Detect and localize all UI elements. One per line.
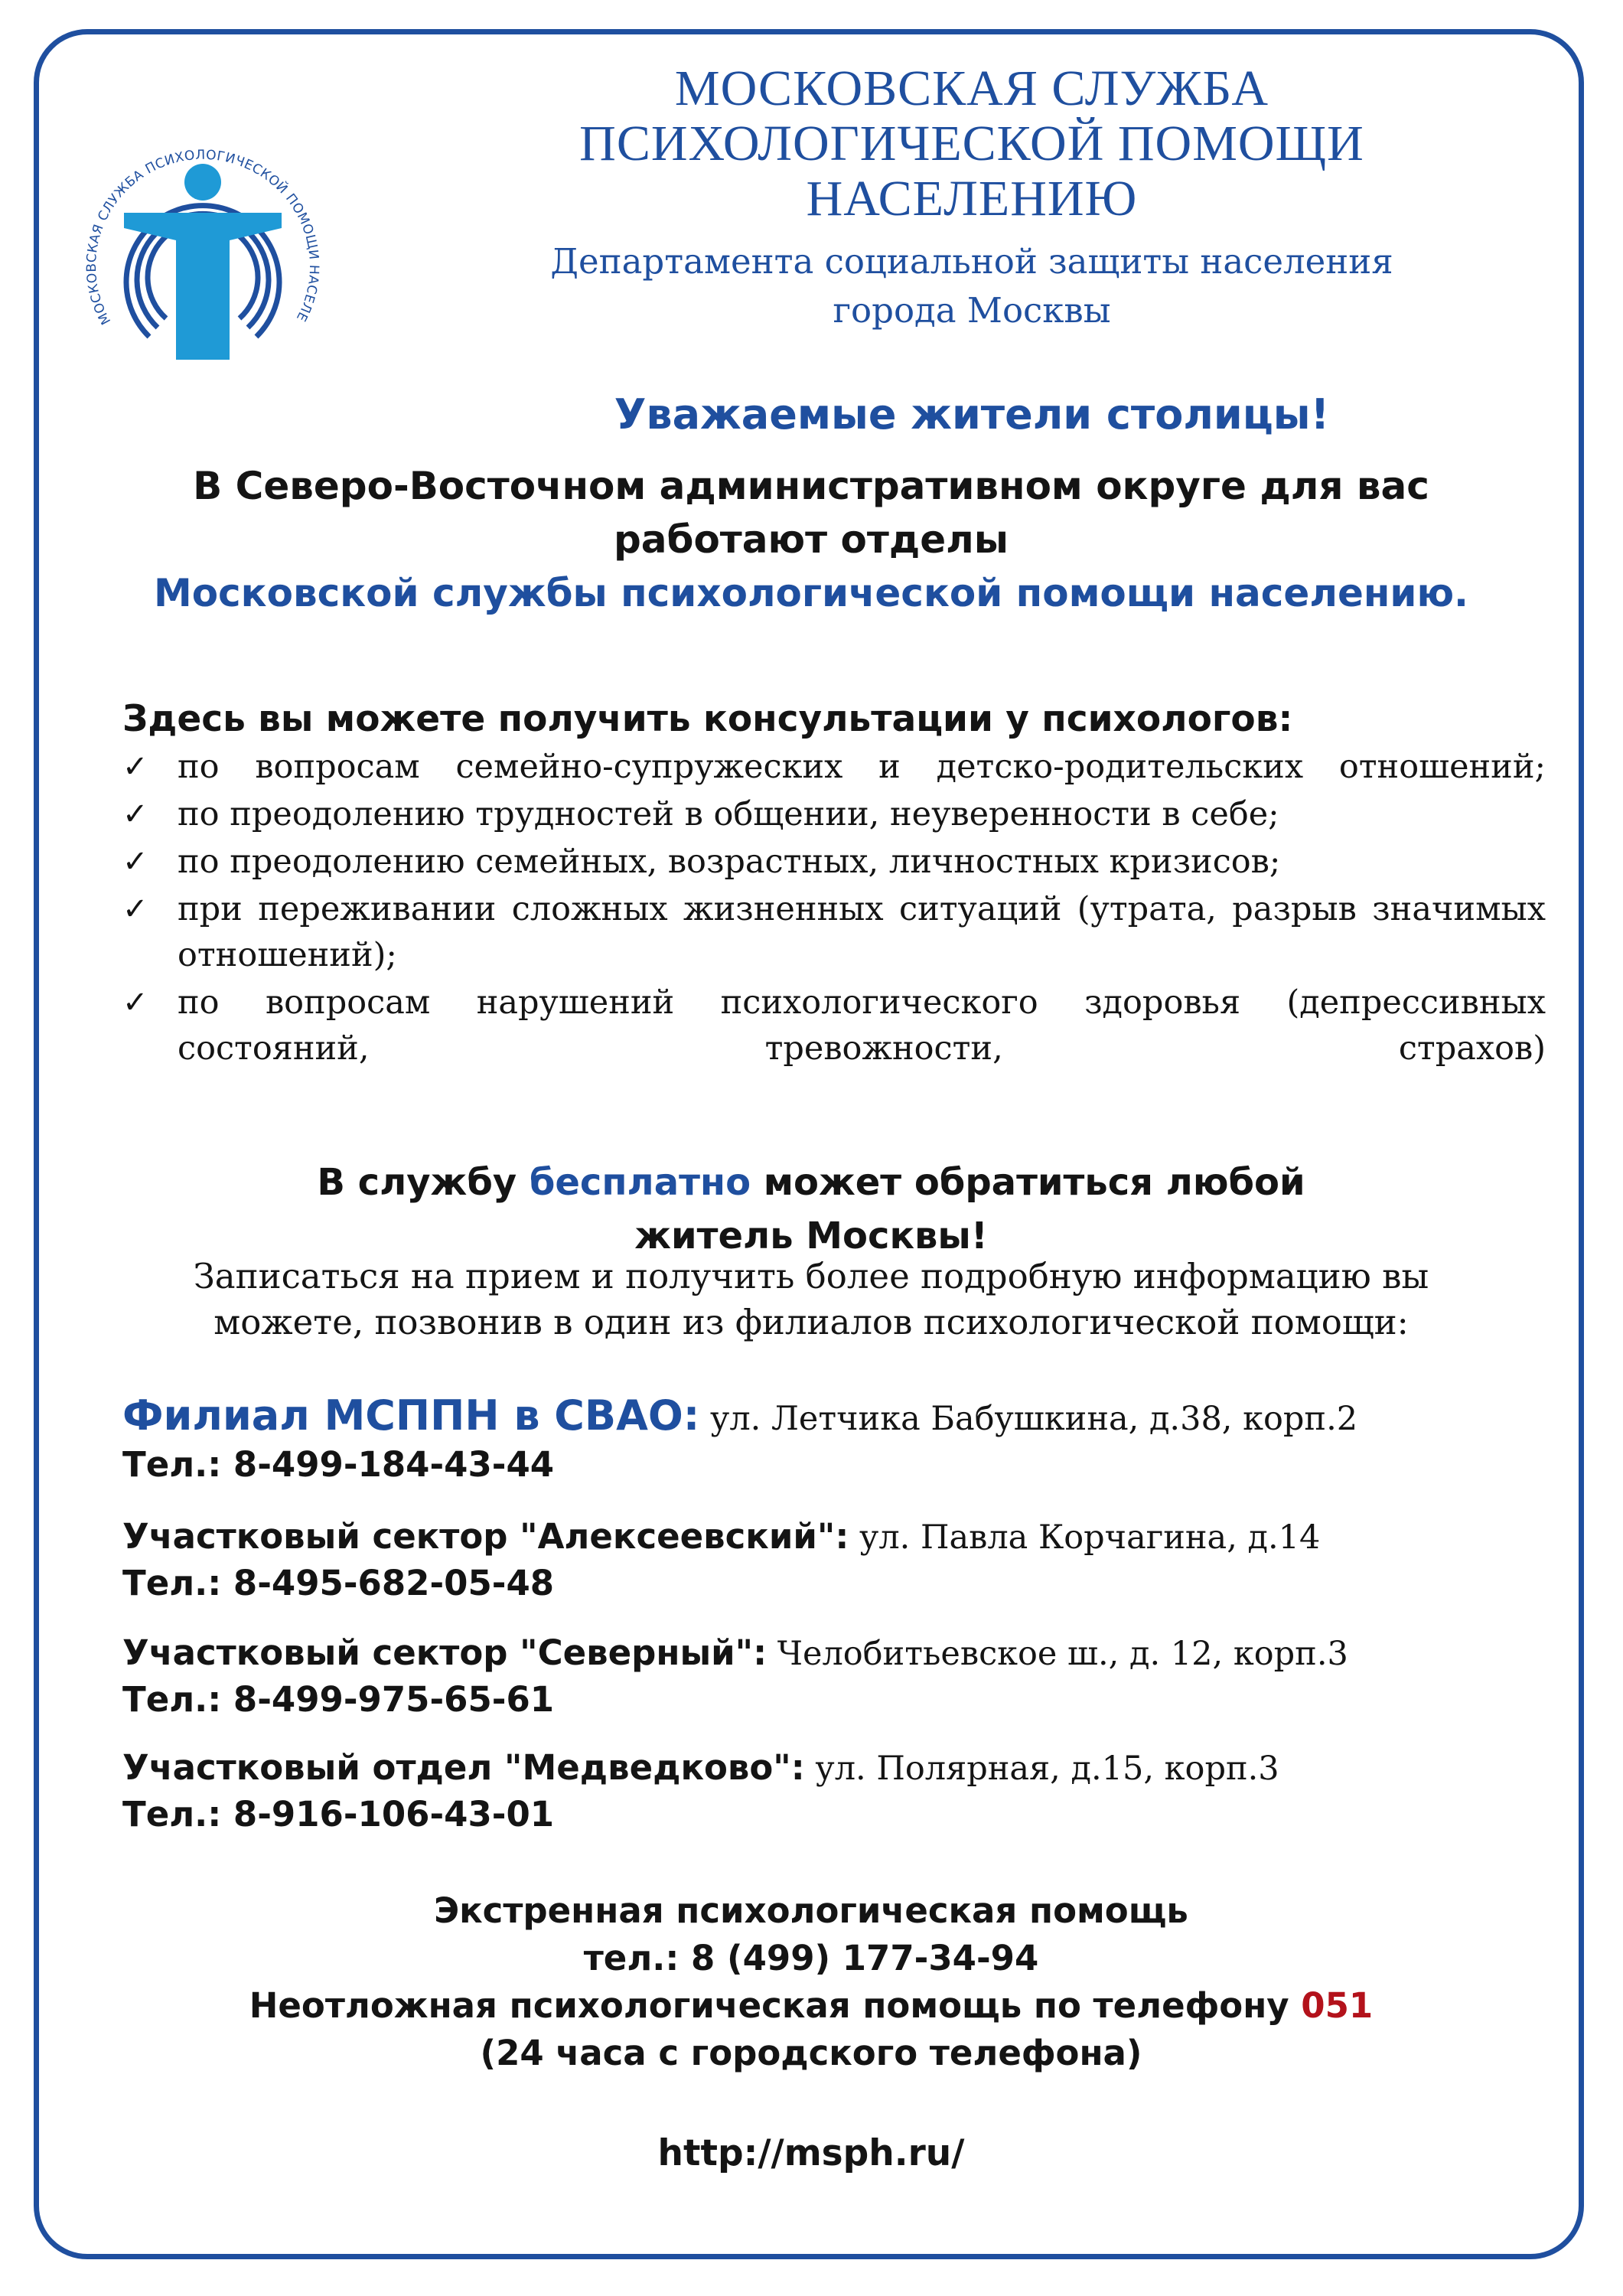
- free-service-note: [115, 1156, 1507, 1263]
- branch-alekseevsky: [122, 1514, 1546, 1606]
- website-link[interactable]: http://msph.ru/: [657, 2132, 965, 2174]
- checkmark-icon: ✓: [122, 749, 148, 784]
- logo-ring-text: МОСКОВСКАЯ СЛУЖБА ПСИХОЛОГИЧЕСКОЙ ПОМОЩИ НАСЕЛЕ: [83, 147, 322, 328]
- emergency-phone: тел.: 8 (499) 177-34-94: [583, 1938, 1039, 1978]
- intro-line-service: Московской службы психологической помощи населению.: [153, 571, 1469, 615]
- intro-line: В Северо-Восточном административном округе для вас: [193, 464, 1429, 508]
- branch-address: Челобитьевское ш., д. 12, корп.3: [767, 1635, 1348, 1673]
- free-line: житель Москвы!: [634, 1215, 988, 1257]
- org-line: МОСКОВСКАЯ СЛУЖБА: [674, 60, 1269, 116]
- org-line: НАСЕЛЕНИЮ: [806, 171, 1138, 227]
- list-item-text: по преодолению семейных, возрастных, личностных кризисов;: [178, 843, 1281, 881]
- checkmark-icon: ✓: [122, 797, 148, 832]
- branch-severny: [122, 1630, 1546, 1723]
- list-item: [122, 886, 1546, 978]
- signup-line: можете, позвонив в один из филиалов психологической помощи:: [213, 1302, 1409, 1342]
- branch-phone: Тел.: 8-916-106-43-01: [122, 1794, 555, 1835]
- branch-address: ул. Павла Корчагина, д.14: [849, 1518, 1321, 1557]
- branch-medvedkovo: [122, 1745, 1546, 1838]
- department-name: [398, 237, 1546, 335]
- free-text: В службу: [317, 1161, 530, 1204]
- urgent-number: 051: [1301, 1985, 1374, 2026]
- signup-line: Записаться на прием и получить более подробную информацию вы: [193, 1256, 1429, 1296]
- header: [398, 61, 1546, 335]
- services-list: [122, 744, 1546, 1073]
- list-item-text: по преодолению трудностей в общении, неуверенности в себе;: [178, 795, 1279, 833]
- greeting: Уважаемые жители столицы!: [614, 390, 1330, 439]
- branch-address: ул. Летчика Бабушкина, д.38, корп.2: [699, 1400, 1358, 1438]
- list-item-text: по вопросам нарушений психологического здоровья (депрессивных состояний, тревожности, страхов): [178, 983, 1546, 1068]
- checkmark-icon: ✓: [122, 892, 148, 927]
- branch-name: Участковый сектор "Алексеевский":: [122, 1516, 849, 1557]
- list-item: [122, 980, 1546, 1071]
- checkmark-icon: ✓: [122, 844, 148, 879]
- branch-phone: Тел.: 8-499-184-43-44: [122, 1444, 555, 1485]
- branch-name: Филиал МСППН в СВАО:: [122, 1391, 700, 1440]
- intro-line: работают отделы: [614, 517, 1009, 562]
- urgent-text: Неотложная психологическая помощь по телефону: [249, 1985, 1302, 2026]
- emergency-hours: (24 часа с городского телефона): [480, 2033, 1142, 2073]
- free-text: может обратиться любой: [751, 1161, 1305, 1204]
- dept-line: города Москвы: [833, 290, 1111, 331]
- branch-phone: Тел.: 8-495-682-05-48: [122, 1563, 555, 1603]
- checkmark-icon: ✓: [122, 985, 148, 1020]
- branch-phone: Тел.: 8-499-975-65-61: [122, 1679, 555, 1720]
- emergency-title: Экстренная психологическая помощь: [434, 1890, 1188, 1931]
- intro-text: [77, 459, 1546, 620]
- service-logo: [77, 115, 329, 375]
- list-item: [122, 839, 1546, 885]
- organization-name: [398, 61, 1546, 227]
- list-item: [122, 791, 1546, 837]
- signup-text: [115, 1254, 1507, 1345]
- free-highlight: бесплатно: [529, 1161, 751, 1204]
- list-item: [122, 744, 1546, 790]
- services-title: Здесь вы можете получить консультации у психологов:: [122, 698, 1293, 740]
- list-item-text: при переживании сложных жизненных ситуаций (утрата, разрыв значимых отношений);: [178, 890, 1546, 974]
- dept-line: Департамента социальной защиты населения: [550, 241, 1393, 282]
- branch-svao: [122, 1393, 1546, 1488]
- branch-address: ул. Полярная, д.15, корп.3: [804, 1750, 1279, 1788]
- emergency-help: [115, 1887, 1507, 2077]
- list-item-text: по вопросам семейно-супружеских и детско-родительских отношений;: [178, 748, 1546, 786]
- branch-name: Участковый сектор "Северный":: [122, 1632, 768, 1673]
- branch-name: Участковый отдел "Медведково":: [122, 1747, 805, 1788]
- org-line: ПСИХОЛОГИЧЕСКОЙ ПОМОЩИ: [579, 116, 1364, 171]
